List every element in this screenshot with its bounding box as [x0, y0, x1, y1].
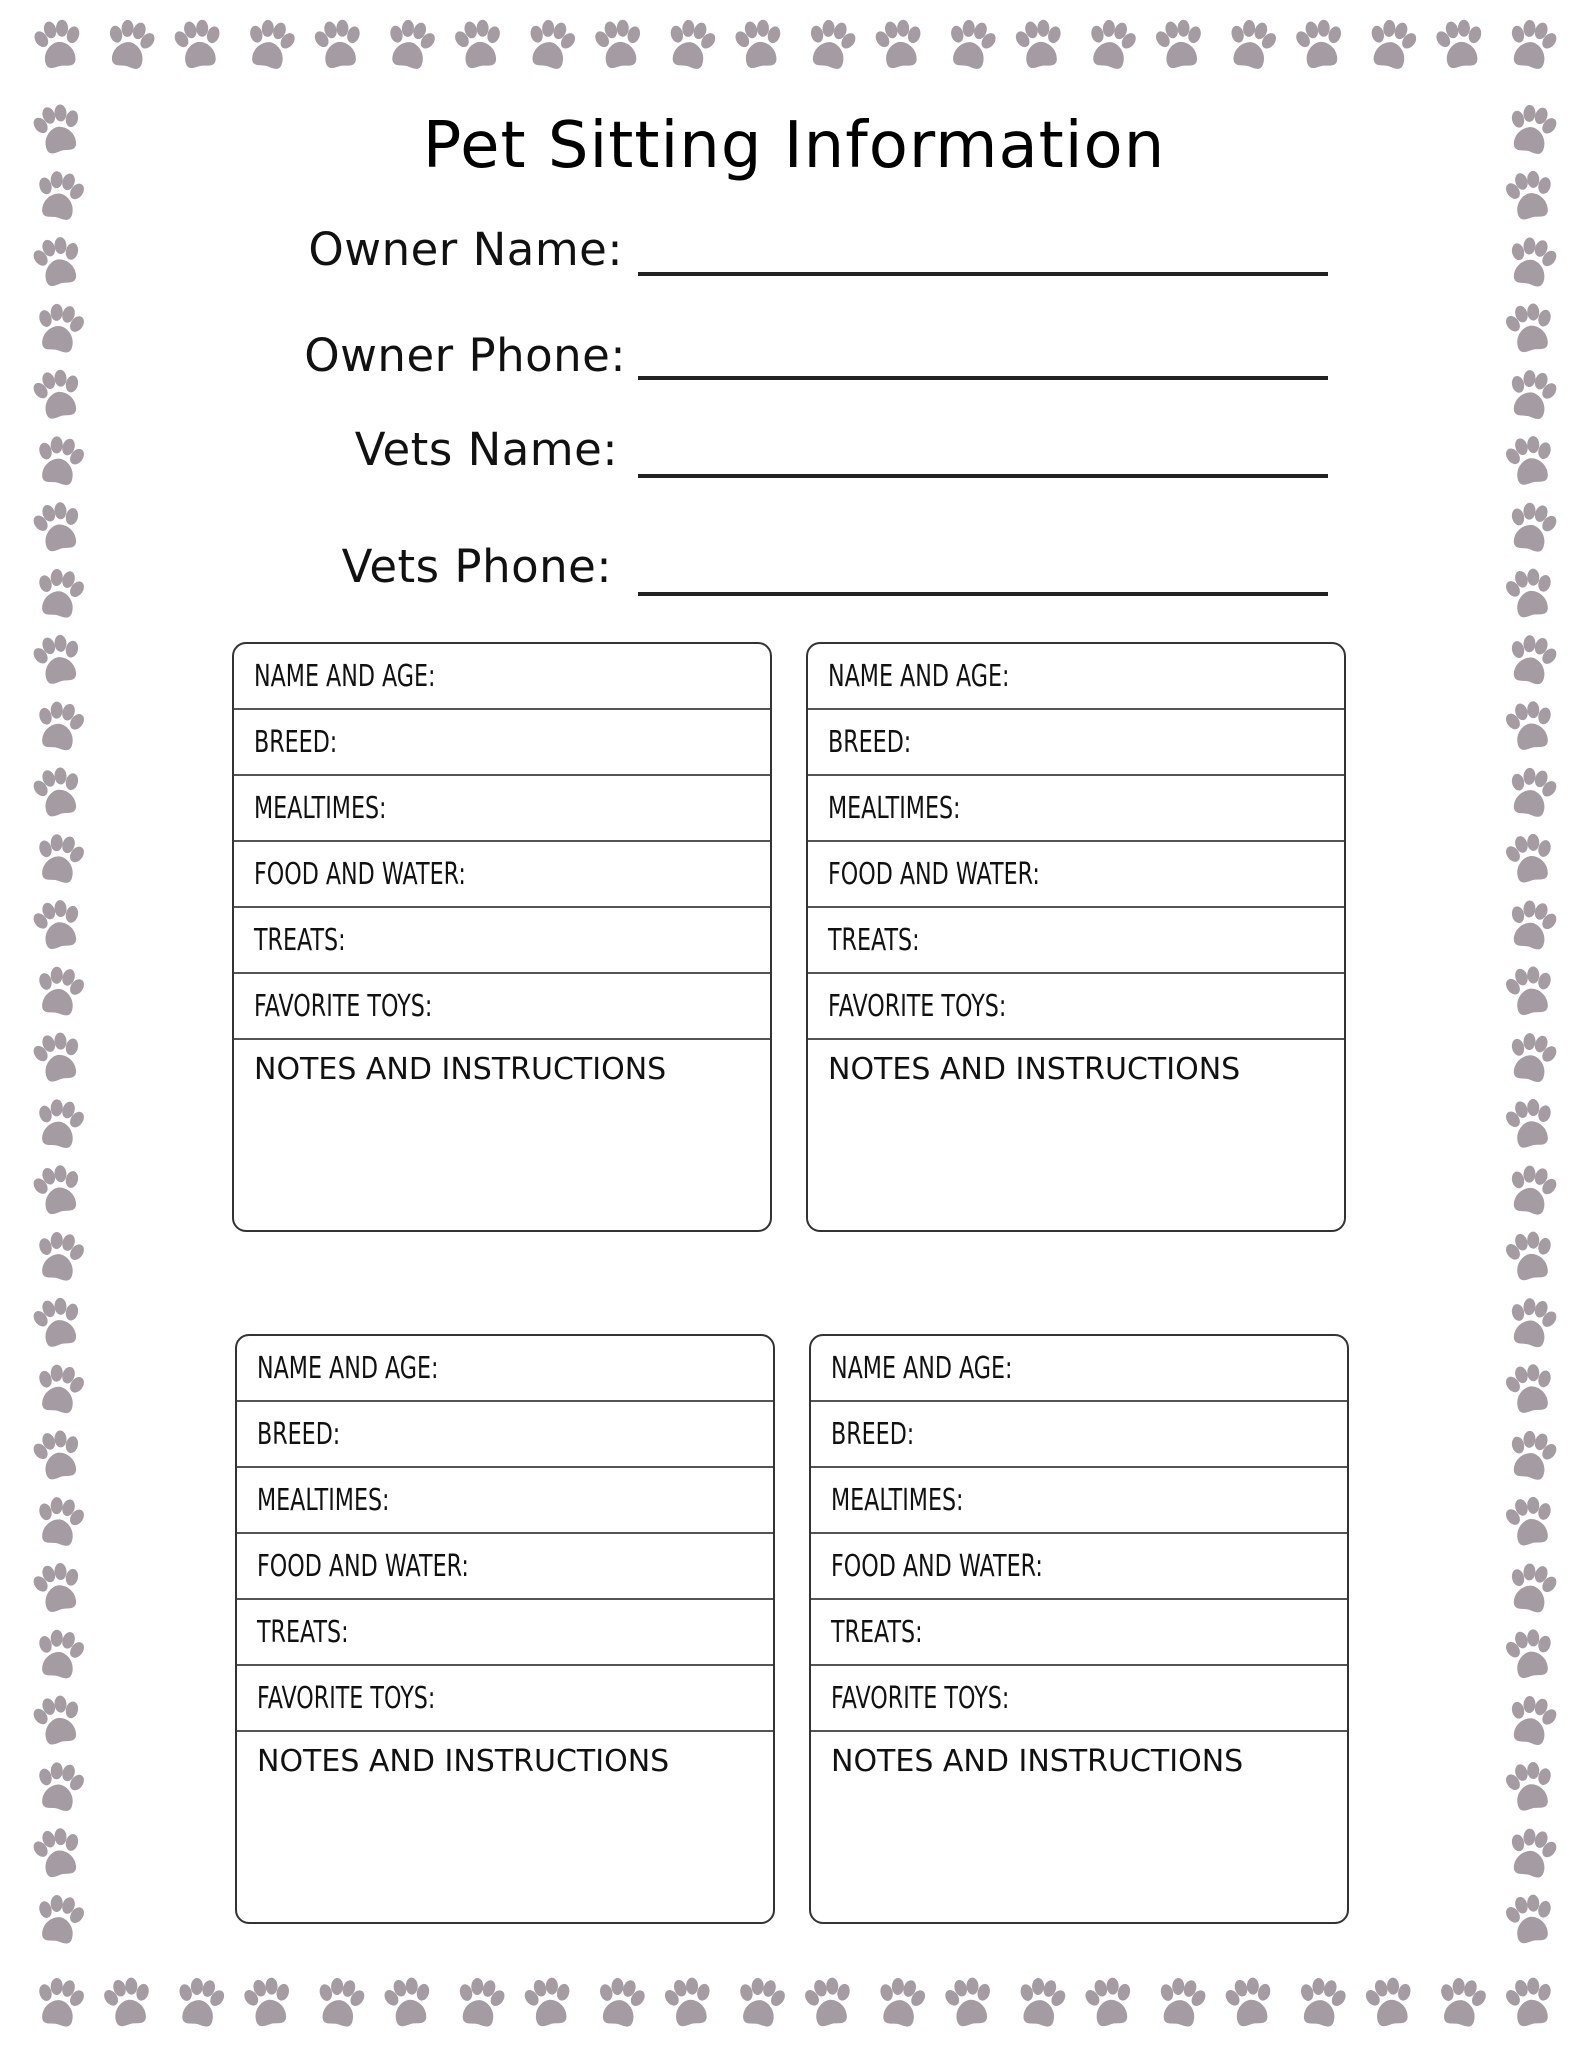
- paw-print-icon: [28, 763, 87, 820]
- pet-food-water-row[interactable]: [811, 1534, 1347, 1600]
- pet-name-age-row[interactable]: [811, 1336, 1347, 1402]
- paw-print-icon: [802, 15, 861, 72]
- owner-name-label: Owner Name:: [308, 223, 623, 276]
- pet-food-water-row[interactable]: [808, 842, 1344, 908]
- row-label: TREATS:: [257, 1614, 349, 1650]
- paw-print-icon: [1501, 1974, 1559, 2029]
- paw-print-icon: [1503, 1426, 1562, 1483]
- paw-print-icon: [1503, 1161, 1562, 1218]
- paw-print-icon: [30, 16, 86, 70]
- paw-print-icon: [28, 1691, 87, 1748]
- paw-print-icon: [31, 1758, 89, 1813]
- paw-print-icon: [731, 16, 787, 70]
- paw-print-icon: [31, 698, 89, 753]
- paw-print-icon: [1503, 763, 1562, 820]
- row-label: TREATS:: [254, 922, 346, 958]
- paw-print-icon: [28, 1293, 87, 1350]
- pet-notes-area[interactable]: [808, 1040, 1344, 1230]
- row-label: MEALTIMES:: [828, 790, 961, 826]
- pet-card-4: [809, 1334, 1349, 1924]
- pet-treats-row[interactable]: [234, 908, 770, 974]
- pet-notes-area[interactable]: [811, 1732, 1347, 1922]
- paw-print-icon: [28, 630, 87, 687]
- row-label: MEALTIMES:: [257, 1482, 390, 1518]
- paw-print-icon: [170, 16, 226, 70]
- notes-label: NOTES AND INSTRUCTIONS: [828, 1052, 1241, 1087]
- paw-print-icon: [1501, 963, 1559, 1018]
- pet-mealtimes-row[interactable]: [808, 776, 1344, 842]
- row-label: FAVORITE TOYS:: [831, 1680, 1010, 1716]
- paw-print-icon: [1501, 830, 1559, 885]
- row-label: BREED:: [828, 724, 912, 760]
- pet-breed-row[interactable]: [811, 1402, 1347, 1468]
- pet-breed-row[interactable]: [237, 1402, 773, 1468]
- pet-food-water-row[interactable]: [234, 842, 770, 908]
- paw-print-icon: [31, 1493, 89, 1548]
- vets-phone-input-line[interactable]: [638, 592, 1328, 596]
- row-label: NAME AND AGE:: [828, 658, 1010, 694]
- paw-print-icon: [380, 1974, 438, 2029]
- pet-mealtimes-row[interactable]: [237, 1468, 773, 1534]
- paw-print-icon: [520, 1974, 578, 2029]
- paw-print-icon: [31, 1361, 89, 1416]
- paw-print-icon: [1501, 697, 1559, 752]
- row-label: NAME AND AGE:: [831, 1350, 1013, 1386]
- row-label: TREATS:: [828, 922, 920, 958]
- paw-print-icon: [732, 1974, 790, 2029]
- paw-print-icon: [172, 1974, 230, 2029]
- paw-print-icon: [1501, 1360, 1559, 1415]
- row-label: NAME AND AGE:: [257, 1350, 439, 1386]
- paw-print-icon: [1501, 1095, 1559, 1150]
- paw-print-icon: [1501, 1493, 1559, 1548]
- paw-print-icon: [1433, 1974, 1491, 2029]
- paw-print-icon: [1503, 1559, 1562, 1616]
- row-label: FAVORITE TOYS:: [257, 1680, 436, 1716]
- owner-phone-label: Owner Phone:: [304, 329, 626, 382]
- paw-print-icon: [28, 1824, 87, 1881]
- paw-print-icon: [31, 830, 89, 885]
- paw-print-icon: [1501, 1891, 1559, 1946]
- notes-label: NOTES AND INSTRUCTIONS: [831, 1744, 1244, 1779]
- owner-phone-field: [0, 326, 1588, 396]
- row-label: BREED:: [254, 724, 338, 760]
- pet-mealtimes-row[interactable]: [811, 1468, 1347, 1534]
- paw-print-icon: [28, 1028, 87, 1085]
- paw-print-icon: [31, 1228, 89, 1283]
- notes-label: NOTES AND INSTRUCTIONS: [257, 1744, 670, 1779]
- paw-print-icon: [28, 1559, 87, 1616]
- paw-print-icon: [1503, 1824, 1562, 1881]
- paw-print-icon: [312, 1974, 370, 2029]
- paw-print-icon: [1503, 15, 1562, 72]
- row-label: MEALTIMES:: [254, 790, 387, 826]
- row-label: BREED:: [831, 1416, 915, 1452]
- paw-print-icon: [1011, 16, 1067, 70]
- paw-print-icon: [310, 16, 366, 70]
- row-label: FAVORITE TOYS:: [828, 988, 1007, 1024]
- vets-name-field: [0, 420, 1588, 490]
- paw-print-icon: [1503, 1692, 1562, 1749]
- pet-treats-row[interactable]: [811, 1600, 1347, 1666]
- paw-print-icon: [592, 1974, 650, 2029]
- row-label: FAVORITE TOYS:: [254, 988, 433, 1024]
- row-label: FOOD AND WATER:: [257, 1548, 469, 1584]
- pet-name-age-row[interactable]: [808, 644, 1344, 710]
- paw-print-icon: [1223, 15, 1282, 72]
- paw-print-icon: [940, 1974, 998, 2029]
- paw-print-icon: [1503, 631, 1562, 688]
- paw-print-icon: [452, 1974, 510, 2029]
- vets-phone-label: Vets Phone:: [341, 540, 612, 593]
- paw-print-icon: [522, 15, 581, 72]
- paw-print-icon: [662, 15, 721, 72]
- row-label: MEALTIMES:: [831, 1482, 964, 1518]
- paw-print-icon: [1501, 1758, 1559, 1813]
- pet-food-water-row[interactable]: [237, 1534, 773, 1600]
- paw-print-icon: [800, 1974, 858, 2029]
- pet-card-2: [806, 642, 1346, 1232]
- pet-mealtimes-row[interactable]: [234, 776, 770, 842]
- owner-name-field: [0, 220, 1588, 290]
- paw-print-icon: [241, 15, 300, 72]
- pet-breed-row[interactable]: [234, 710, 770, 776]
- paw-print-icon: [1082, 15, 1141, 72]
- paw-print-icon: [31, 1095, 89, 1150]
- pet-favorite-toys-row[interactable]: [808, 974, 1344, 1040]
- paw-print-icon: [873, 1974, 931, 2029]
- paw-print-icon: [1153, 1974, 1211, 2029]
- paw-print-icon: [31, 1891, 89, 1946]
- pet-name-age-row[interactable]: [234, 644, 770, 710]
- paw-print-icon: [1501, 1228, 1559, 1283]
- paw-print-icon: [1501, 1626, 1559, 1681]
- paw-print-icon: [1013, 1974, 1071, 2029]
- paw-print-icon: [28, 1426, 87, 1483]
- row-label: FOOD AND WATER:: [254, 856, 466, 892]
- paw-print-icon: [381, 15, 440, 72]
- pet-favorite-toys-row[interactable]: [234, 974, 770, 1040]
- pet-notes-area[interactable]: [237, 1732, 773, 1922]
- paw-print-icon: [31, 963, 89, 1018]
- paw-print-icon: [1081, 1974, 1139, 2029]
- paw-print-icon: [1221, 1974, 1279, 2029]
- row-label: BREED:: [257, 1416, 341, 1452]
- paw-print-icon: [871, 16, 927, 70]
- pet-breed-row[interactable]: [808, 710, 1344, 776]
- pet-favorite-toys-row[interactable]: [811, 1666, 1347, 1732]
- owner-name-input-line[interactable]: [638, 272, 1328, 276]
- paw-print-icon: [1152, 16, 1208, 70]
- pet-card-3: [235, 1334, 775, 1924]
- row-label: TREATS:: [831, 1614, 923, 1650]
- row-label: NAME AND AGE:: [254, 658, 436, 694]
- vets-name-label: Vets Name:: [354, 423, 618, 476]
- paw-print-icon: [28, 896, 87, 953]
- paw-print-icon: [1361, 1974, 1419, 2029]
- paw-print-icon: [591, 16, 647, 70]
- row-label: FOOD AND WATER:: [831, 1548, 1043, 1584]
- vets-phone-field: [0, 537, 1588, 607]
- vets-name-input-line[interactable]: [638, 474, 1328, 478]
- row-label: FOOD AND WATER:: [828, 856, 1040, 892]
- paw-print-icon: [1363, 15, 1422, 72]
- paw-print-icon: [239, 1974, 297, 2029]
- paw-print-icon: [1503, 1029, 1562, 1086]
- paw-print-icon: [99, 1974, 157, 2029]
- page-title: Pet Sitting Information: [422, 109, 1166, 183]
- pet-card-1: [232, 642, 772, 1232]
- pet-notes-area[interactable]: [234, 1040, 770, 1230]
- pet-favorite-toys-row[interactable]: [237, 1666, 773, 1732]
- paw-print-icon: [28, 1161, 87, 1218]
- paw-print-icon: [1503, 896, 1562, 953]
- paw-print-icon: [31, 1974, 89, 2029]
- paw-print-icon: [1432, 16, 1488, 70]
- pet-treats-row[interactable]: [808, 908, 1344, 974]
- paw-print-icon: [660, 1974, 718, 2029]
- paw-print-icon: [1292, 16, 1348, 70]
- paw-print-icon: [451, 16, 507, 70]
- owner-phone-input-line[interactable]: [638, 376, 1328, 380]
- paw-print-icon: [1293, 1974, 1351, 2029]
- notes-label: NOTES AND INSTRUCTIONS: [254, 1052, 667, 1087]
- paw-print-icon: [101, 15, 160, 72]
- pet-treats-row[interactable]: [237, 1600, 773, 1666]
- paw-print-icon: [942, 15, 1001, 72]
- paw-print-icon: [31, 1626, 89, 1681]
- paw-print-icon: [1503, 1294, 1562, 1351]
- pet-name-age-row[interactable]: [237, 1336, 773, 1402]
